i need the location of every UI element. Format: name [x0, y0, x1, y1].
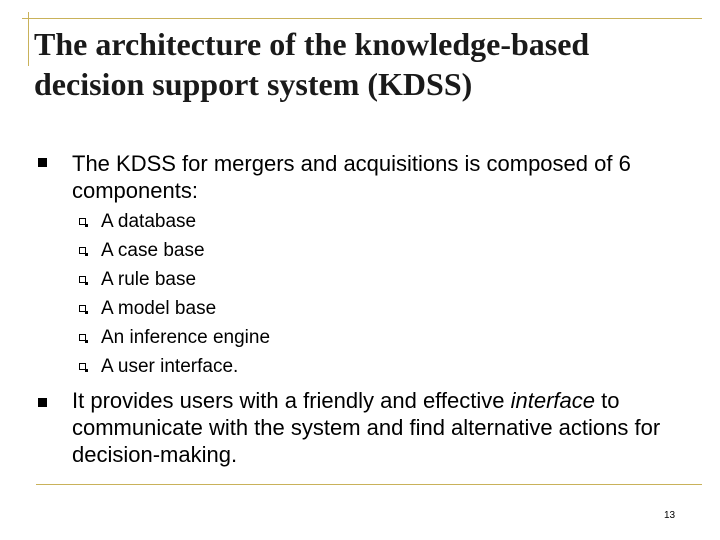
bullet-text-end: to communicate with the system and find alternative actions for decision-making.	[72, 388, 661, 467]
bullet-text: The KDSS for mergers and acquisitions is composed of 6 components:	[72, 151, 631, 203]
component-list	[79, 210, 479, 384]
shadow-box-bullet-icon	[79, 276, 86, 283]
bullet-text	[72, 387, 678, 468]
emphasized-term: interface	[510, 388, 595, 413]
list-item	[79, 297, 479, 326]
shadow-box-bullet-icon	[79, 247, 86, 254]
list-item	[79, 239, 479, 268]
slide-title: The architecture of the knowledge-based decision support system (KDSS)	[34, 26, 590, 102]
shadow-box-bullet-icon	[79, 363, 86, 370]
list-item	[79, 326, 479, 355]
square-bullet-icon	[38, 398, 47, 407]
square-bullet-icon	[38, 158, 47, 167]
list-item	[79, 268, 479, 297]
list-item-label: A user interface.	[101, 356, 239, 377]
bullet-text-start: It provides users with a friendly and effective	[72, 388, 511, 413]
list-item-label: A rule base	[101, 269, 197, 290]
list-item-label: A database	[101, 211, 197, 232]
bottom-rule	[36, 484, 702, 485]
shadow-box-bullet-icon	[79, 334, 86, 341]
bullet-item	[38, 150, 678, 204]
list-item-label: A case base	[101, 240, 205, 261]
page-number: 13	[664, 510, 676, 521]
bullet-item	[38, 387, 678, 468]
shadow-box-bullet-icon	[79, 218, 86, 225]
list-item	[79, 355, 479, 384]
list-item	[79, 210, 479, 239]
list-item-label: An inference engine	[101, 327, 271, 348]
left-rule	[28, 12, 29, 66]
list-item-label: A model base	[101, 298, 217, 319]
top-rule	[22, 18, 702, 19]
shadow-box-bullet-icon	[79, 305, 86, 312]
